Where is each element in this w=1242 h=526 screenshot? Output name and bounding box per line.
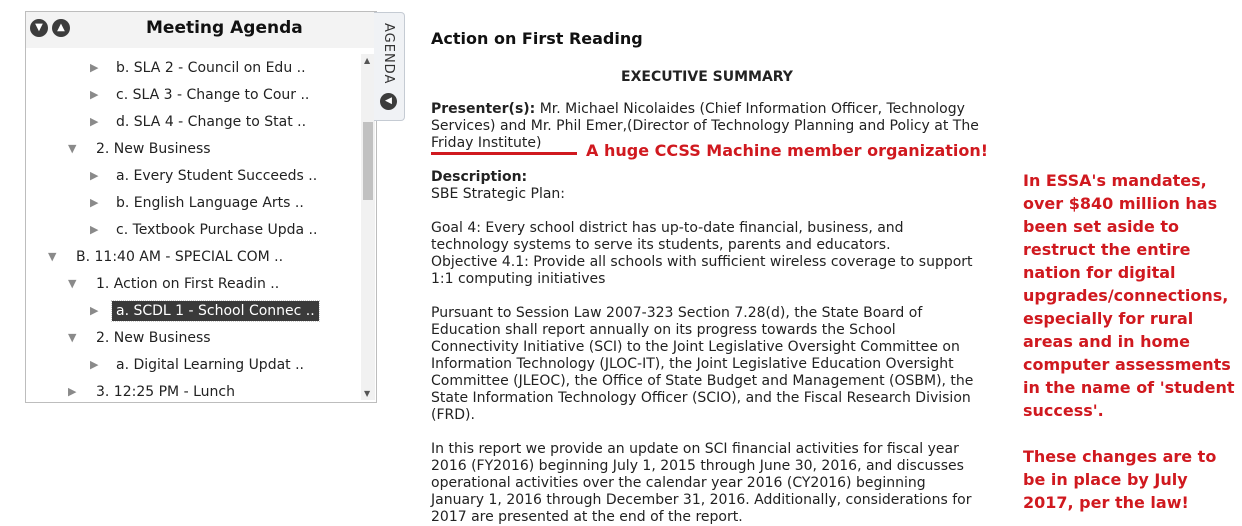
agenda-title: Meeting Agenda	[146, 18, 303, 38]
description-label: Description:	[431, 169, 528, 185]
strategic-plan-text: SBE Strategic Plan:	[431, 186, 566, 202]
agenda-header	[26, 12, 376, 48]
executive-summary-heading: EXECUTIVE SUMMARY	[621, 69, 793, 85]
agenda-item-label[interactable]: 3. 12:25 PM - Lunch	[96, 384, 235, 400]
report-paragraph: In this report we provide an update on SCI financial activities for fiscal year 2016 (FY2016) beginning July 1, 2015 through June 30, 2016, and discusses operational activities over the calendar year 2016 (CY2016) beginning January 1, 2016 through December 31, 2016. Additionally, considerations for 2017 are presented at the end of the report.	[431, 441, 972, 525]
document-title: Action on First Reading	[431, 29, 643, 48]
expand-arrow-icon[interactable]: ▶	[90, 304, 99, 317]
agenda-item-label[interactable]: d. SLA 4 - Change to Stat ..	[116, 114, 307, 130]
agenda-item-label[interactable]: c. SLA 3 - Change to Cour ..	[116, 87, 310, 103]
agenda-item-label[interactable]: a. Every Student Succeeds ..	[116, 168, 318, 184]
scrollbar-thumb[interactable]	[363, 122, 373, 200]
expand-arrow-icon[interactable]: ▶	[90, 115, 99, 128]
goal-paragraph	[431, 220, 983, 288]
scroll-up-icon[interactable]: ▲	[364, 56, 371, 65]
presenters-label: Presenter(s):	[431, 101, 536, 117]
agenda-item-label[interactable]: 1. Action on First Readin ..	[96, 276, 280, 292]
agenda-panel	[25, 11, 377, 403]
agenda-item-label[interactable]: a. SCDL 1 - School Connec ..	[112, 301, 319, 321]
collapse-arrow-icon[interactable]: ▼	[68, 277, 77, 290]
collapse-arrow-icon[interactable]: ▼	[68, 331, 77, 344]
expand-all-icon[interactable]: ▲	[52, 19, 70, 37]
collapse-all-icon[interactable]: ▼	[30, 19, 48, 37]
agenda-item-label[interactable]: b. SLA 2 - Council on Edu ..	[116, 60, 306, 76]
expand-arrow-icon[interactable]: ▶	[90, 223, 99, 236]
red-underline-annotation	[431, 152, 577, 155]
collapse-arrow-icon[interactable]: ▼	[48, 250, 57, 263]
expand-arrow-icon[interactable]: ▶	[90, 169, 99, 182]
agenda-side-tab[interactable]	[374, 12, 405, 121]
description-paragraph	[431, 169, 983, 203]
expand-arrow-icon[interactable]: ▶	[68, 385, 77, 398]
agenda-scrollbar[interactable]	[361, 54, 375, 400]
goal-text: Goal 4: Every school district has up-to-date financial, business, and technology systems to serve its students, parents and educators.	[431, 220, 904, 253]
pursuant-paragraph: Pursuant to Session Law 2007-323 Section 7.28(d), the State Board of Education shall report annually on its progress towards the School Connectivity Initiative (SCI) to the Joint Legislative Oversight Committee on Information Technology (JLOC-IT), the Joint Legislative Education Oversight Committee (JLEOC), the Office of State Budget and Management (OSBM), the State Information Technology Officer (SCIO), and the Fiscal Research Division (FRD).	[431, 305, 974, 423]
essa-annotation	[1023, 169, 1235, 514]
agenda-item-label[interactable]: a. Digital Learning Updat ..	[116, 357, 305, 373]
expand-arrow-icon[interactable]: ▶	[90, 61, 99, 74]
agenda-item-label[interactable]: c. Textbook Purchase Upda ..	[116, 222, 318, 238]
agenda-item-label[interactable]: 2. New Business	[96, 141, 211, 157]
expand-arrow-icon[interactable]: ▶	[90, 358, 99, 371]
presenters-text: Mr. Michael Nicolaides (Chief Information Officer, Technology Services) and Mr. Phil Emer,(Director of Technology Planning and Policy at The Friday Institute)	[431, 101, 979, 151]
agenda-item-label[interactable]: b. English Language Arts ..	[116, 195, 304, 211]
ccss-annotation: A huge CCSS Machine member organization!	[586, 141, 989, 160]
essa-annotation-text: In ESSA's mandates, over $840 million has been set aside to restruct the entire nation for digital upgrades/connections, especially for rural areas and in home computer assessments in the name of 'student success'.	[1023, 171, 1235, 420]
collapse-arrow-icon[interactable]: ▼	[68, 142, 77, 155]
law-annotation-text: These changes are to be in place by July 2017, per the law!	[1023, 447, 1217, 512]
collapse-panel-icon[interactable]: ◀	[380, 93, 397, 110]
objective-text: Objective 4.1: Provide all schools with sufficient wireless coverage to support 1:1 computing initiatives	[431, 254, 973, 287]
agenda-tab-label: AGENDA	[381, 23, 396, 85]
expand-arrow-icon[interactable]: ▶	[90, 196, 99, 209]
agenda-item-label[interactable]: B. 11:40 AM - SPECIAL COM ..	[76, 249, 284, 265]
expand-arrow-icon[interactable]: ▶	[90, 88, 99, 101]
agenda-item-label[interactable]: 2. New Business	[96, 330, 211, 346]
scroll-down-icon[interactable]: ▼	[364, 389, 371, 398]
